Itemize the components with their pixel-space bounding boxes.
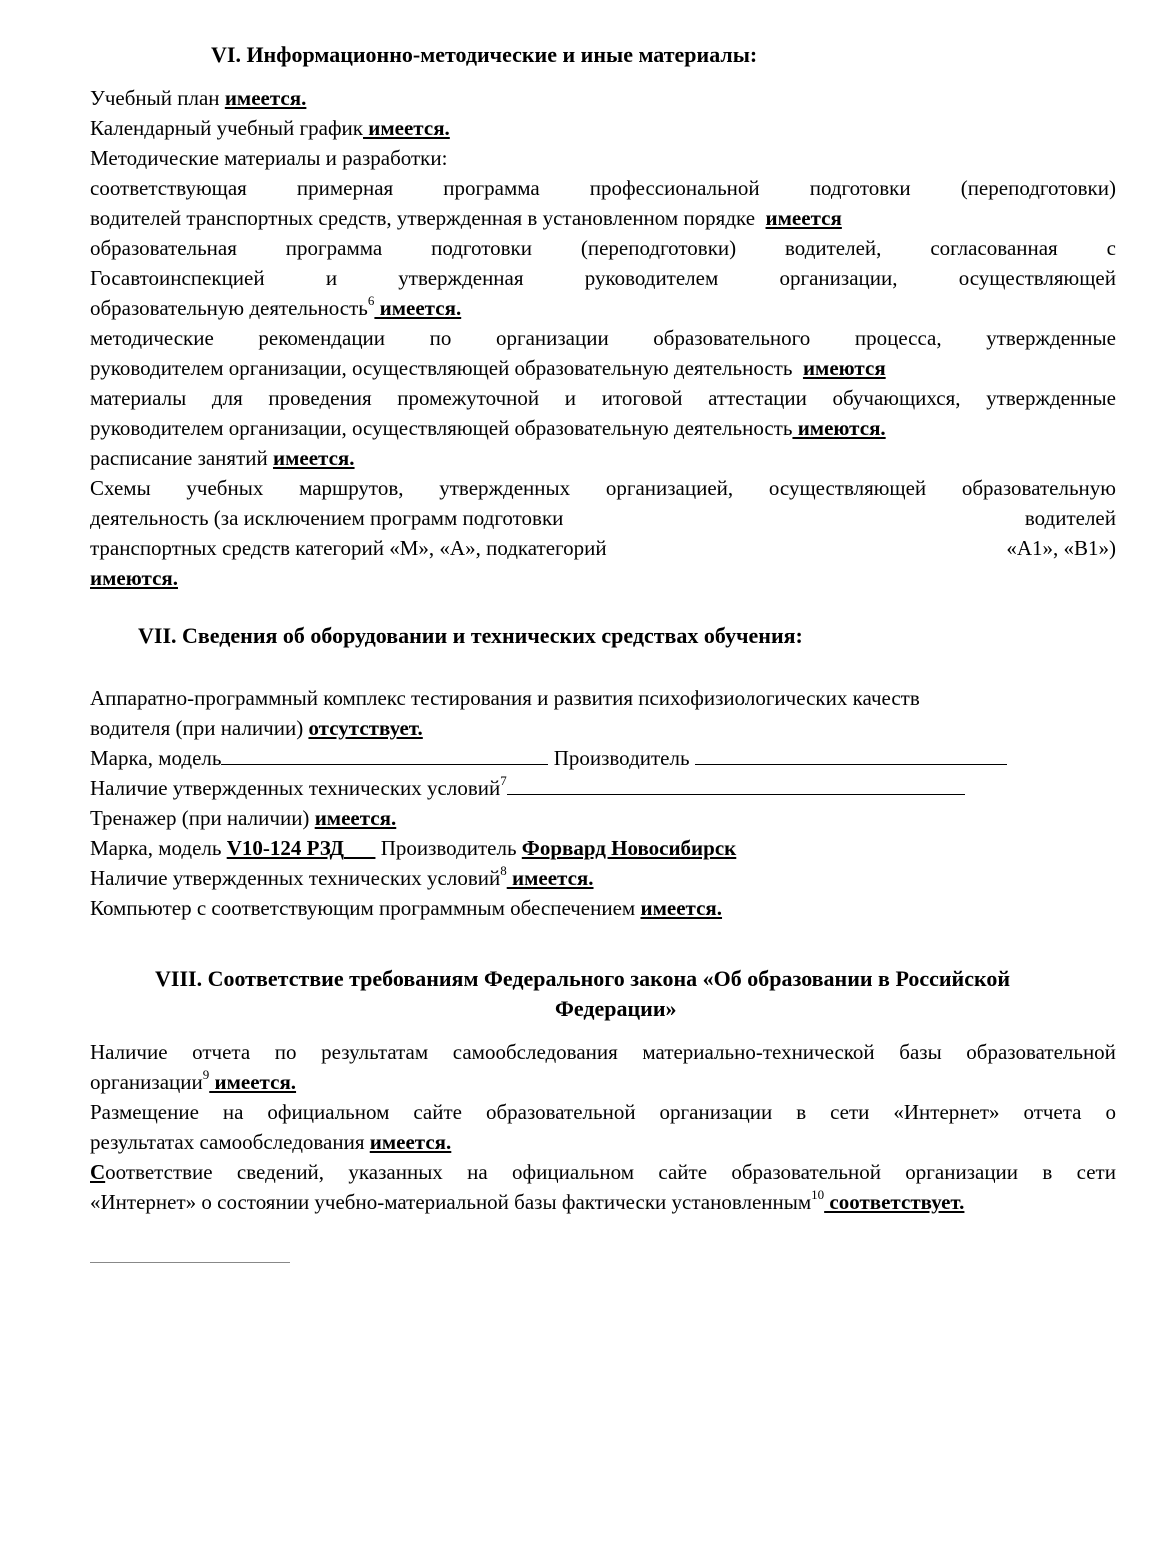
sample-program-line-2: водителей транспортных средств, утвержденная в установленном порядке имеется	[90, 206, 842, 230]
word: осуществляющей	[958, 266, 1116, 290]
timetable-line: расписание занятий имеется.	[90, 446, 355, 470]
computer-status: имеется.	[640, 896, 723, 920]
word: результатам	[321, 1040, 429, 1064]
word: образовательную	[961, 476, 1116, 500]
simulator-model-line: Марка, модель V10-124 РЗД Производитель Форвард Новосибирск	[90, 836, 737, 860]
word: водителей,	[785, 236, 882, 260]
word: аттестации	[708, 386, 807, 410]
word: официальном	[512, 1160, 635, 1184]
word: методические	[90, 326, 214, 350]
footnote-ref-7: 7	[500, 773, 507, 788]
sample-program-status: имеется	[765, 206, 842, 230]
word: для	[211, 386, 243, 410]
word: осуществляющей	[768, 476, 927, 500]
attestation-materials-status: имеются.	[792, 416, 886, 440]
psycho-complex-line-1: Аппаратно-программный комплекс тестирования и развития психофизиологических качеств	[90, 686, 920, 710]
word: учебных	[186, 476, 264, 500]
footnote-ref-10: 10	[811, 1187, 825, 1202]
route-schemes-line-2: деятельность (за исключением программ подготовки водителей	[90, 506, 1116, 530]
word: указанных	[348, 1160, 443, 1184]
route-schemes-line-3: транспортных средств категорий «М», «А», подкатегорий «А1», «В1»)	[90, 536, 1116, 560]
attestation-materials-line-2: руководителем организации, осуществляющей образовательную деятельность имеются.	[90, 416, 886, 440]
self-report-line-2: организации$^9$ имеется.	[90, 1067, 297, 1094]
word: образовательного	[653, 326, 811, 350]
word: (переподготовки)	[960, 176, 1116, 200]
word: подготовки	[809, 176, 911, 200]
word: (переподготовки)	[580, 236, 737, 260]
sample-program-line-1	[90, 173, 1116, 203]
word: сети	[830, 1100, 870, 1124]
website-report-line-2: результатах самообследования имеется.	[90, 1130, 452, 1154]
word: с	[1106, 236, 1116, 260]
word: программа	[285, 236, 383, 260]
guidelines-status: имеются	[802, 356, 886, 380]
section-8-heading-line-2: Федерации»	[555, 996, 677, 1021]
website-report-status: имеется.	[369, 1130, 452, 1154]
word: промежуточной	[397, 386, 540, 410]
word: подготовки	[431, 236, 532, 260]
word: в	[1042, 1160, 1053, 1184]
word: образовательная	[90, 236, 237, 260]
word: образовательной	[731, 1160, 881, 1184]
word: и	[325, 266, 338, 290]
word: маршрутов,	[299, 476, 404, 500]
word: материально-технической	[642, 1040, 875, 1064]
simulator-maker: Форвард Новосибирск	[521, 836, 737, 860]
footnote-ref-6: 6	[367, 293, 375, 308]
word: согласованная	[930, 236, 1058, 260]
word: организацией,	[605, 476, 734, 500]
word: и	[564, 386, 577, 410]
education-program-line-2	[90, 263, 1116, 293]
specs-blank	[507, 774, 965, 795]
guidelines-line-1	[90, 323, 1116, 353]
psycho-complex-status: отсутствует.	[308, 716, 423, 740]
calendar-schedule-status: имеется.	[363, 116, 450, 140]
methodical-materials-line: Методические материалы и разработки:	[90, 146, 448, 170]
footnote-ref-8: 8	[500, 863, 507, 878]
word: «Интернет»	[893, 1100, 1000, 1124]
word: по	[429, 326, 452, 350]
word: на	[467, 1160, 488, 1184]
education-program-line-3: образовательную деятельность$^6$ имеется.	[90, 293, 462, 320]
word: отчета	[192, 1040, 251, 1064]
word: утвержденная	[398, 266, 524, 290]
word: сети	[1076, 1160, 1116, 1184]
section-8-heading-line-1: VIII. Соответствие требованиям Федерального закона «Об образовании в Российской	[155, 966, 1011, 991]
website-compliance-line-2: «Интернет» о состоянии учебно-материальной базы фактически установленным$^{10}$ соответствует.	[90, 1187, 965, 1214]
psycho-complex-line-2: водителя (при наличии) отсутствует.	[90, 716, 423, 740]
guidelines-line-2: руководителем организации, осуществляющей образовательную деятельность имеются	[90, 356, 886, 380]
computer-line: Компьютер с соответствующим программным обеспечением имеется.	[90, 896, 723, 920]
route-schemes-line-1	[90, 473, 1116, 503]
calendar-schedule-line: Календарный учебный график имеется.	[90, 116, 450, 140]
word: сайте	[658, 1160, 708, 1184]
word: сайте	[413, 1100, 462, 1124]
word: организации	[495, 326, 609, 350]
self-report-line-1	[90, 1037, 1116, 1067]
word: организации,	[779, 266, 898, 290]
word: утвержденных	[439, 476, 571, 500]
self-report-status: имеется.	[209, 1070, 297, 1094]
word: на	[222, 1100, 244, 1124]
word: рекомендации	[258, 326, 386, 350]
psycho-complex-model-line: Марка, модель Производитель	[90, 743, 1007, 773]
word: образовательной	[485, 1100, 636, 1124]
word: организации	[659, 1100, 773, 1124]
word: отчета	[1023, 1100, 1082, 1124]
word: обучающихся,	[832, 386, 961, 410]
attestation-materials-line-1	[90, 383, 1116, 413]
word: организации	[905, 1160, 1019, 1184]
word: Госавтоинспекцией	[90, 266, 265, 290]
word: Размещение	[90, 1100, 199, 1124]
word: базы	[899, 1040, 942, 1064]
curriculum-status: имеется.	[224, 86, 307, 110]
word: программа	[443, 176, 540, 200]
word: проведения	[268, 386, 372, 410]
education-program-status: имеется.	[374, 296, 462, 320]
word: утвержденные	[986, 326, 1116, 350]
word: руководителем	[584, 266, 719, 290]
route-schemes-status: имеются.	[90, 566, 178, 590]
word: в	[796, 1100, 807, 1124]
word: профессиональной	[589, 176, 760, 200]
website-compliance-line-1: Соответствие сведений, указанных на официальном сайте образовательной организации в сети	[90, 1157, 1116, 1187]
footnote-separator	[90, 1262, 290, 1263]
website-compliance-status: соответствует.	[824, 1190, 965, 1214]
section-6-heading: VI. Информационно-методические и иные материалы:	[211, 42, 758, 67]
word: самообследования	[452, 1040, 618, 1064]
word: примерная	[296, 176, 394, 200]
word: образовательной	[966, 1040, 1116, 1064]
simulator-specs-status: имеется.	[506, 866, 594, 890]
psycho-complex-specs-line: Наличие утвержденных технических условий$^7$	[90, 773, 965, 803]
section-7-heading: VII. Сведения об оборудовании и технических средствах обучения:	[138, 623, 803, 648]
word: о	[1105, 1100, 1116, 1124]
word: утвержденные	[986, 386, 1116, 410]
simulator-status: имеется.	[314, 806, 397, 830]
word: итоговой	[601, 386, 683, 410]
word: Наличие	[90, 1040, 168, 1064]
curriculum-line: Учебный план имеется.	[90, 86, 307, 110]
maker-blank	[695, 744, 1007, 765]
word: Схемы	[90, 476, 151, 500]
word: по	[274, 1040, 297, 1064]
word: сведений,	[236, 1160, 325, 1184]
website-report-line-1	[90, 1097, 1116, 1127]
word: официальном	[267, 1100, 390, 1124]
word: соответствующая	[90, 176, 247, 200]
route-schemes-line-4	[90, 563, 178, 593]
timetable-status: имеется.	[272, 446, 355, 470]
simulator-line: Тренажер (при наличии) имеется.	[90, 806, 397, 830]
simulator-model: V10-124 РЗД	[226, 836, 344, 860]
model-blank	[221, 744, 548, 765]
word: процесса,	[854, 326, 942, 350]
education-program-line-1	[90, 233, 1116, 263]
word: материалы	[90, 386, 187, 410]
simulator-specs-line: Наличие утвержденных технических условий$^8$ имеется.	[90, 863, 594, 890]
footnote-ref-9: 9	[202, 1067, 210, 1082]
